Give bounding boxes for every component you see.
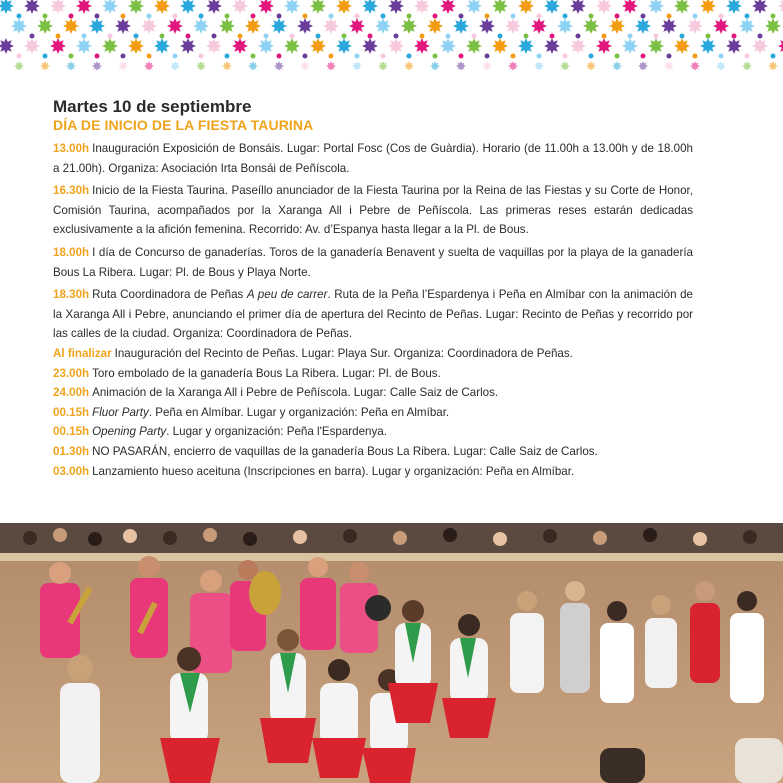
mosaic-star <box>118 61 128 71</box>
mosaic-star <box>24 38 40 54</box>
mosaic-star <box>180 0 196 14</box>
event-description: Ruta Coordinadora de Peñas <box>92 288 247 302</box>
mosaic-star <box>336 38 352 54</box>
mosaic-star <box>297 18 313 34</box>
mosaic-star <box>635 18 651 34</box>
event-item <box>53 462 693 482</box>
mosaic-star <box>752 0 768 14</box>
mosaic-dot <box>641 14 646 19</box>
event-item <box>53 403 693 423</box>
mosaic-dot <box>121 14 126 19</box>
mosaic-dot <box>212 34 217 39</box>
mosaic-star <box>716 61 726 71</box>
mosaic-dot <box>147 14 152 19</box>
mosaic-dot <box>589 54 594 59</box>
mosaic-dot <box>615 14 620 19</box>
event-description-italic: A peu de carrer <box>246 288 328 302</box>
mosaic-star <box>89 18 105 34</box>
event-description: NO PASARÁN, encierro de vaquillas de la ganadería Bous La Ribera. Lugar: Calle Saiz de Carlos. <box>92 444 598 458</box>
mosaic-star <box>144 61 154 71</box>
mosaic-dot <box>251 14 256 19</box>
mosaic-star <box>63 18 79 34</box>
event-time: 16.30h <box>53 184 90 198</box>
mosaic-star <box>128 0 144 14</box>
event-description: . Ruta de la Peña l’Espardenya i Peña en Almíbar con la animación de la Xaranga All i Pebre, anunciando el primer día de apertura del Recinto de Peñas. Lugar: Recinto de Peñas y recorrido por las calles de la ciudad. Organiza: Coordinadora de Peñas. <box>53 288 693 341</box>
mosaic-dot <box>225 14 230 19</box>
event-item <box>53 364 693 384</box>
mosaic-dot <box>173 14 178 19</box>
mosaic-dot <box>355 54 360 59</box>
mosaic-star <box>102 0 118 14</box>
mosaic-star <box>170 61 180 71</box>
event-description: Inauguración del Recinto de Peñas. Lugar: Playa Sur. Organiza: Coordinadora de Peñas. <box>114 346 573 360</box>
mosaic-star <box>193 18 209 34</box>
event-time: Al finalizar <box>53 346 112 360</box>
mosaic-star <box>323 18 339 34</box>
mosaic-dot <box>225 54 230 59</box>
mosaic-dot <box>303 54 308 59</box>
mosaic-dot <box>472 34 477 39</box>
mosaic-dot <box>381 54 386 59</box>
mosaic-dot <box>82 34 87 39</box>
event-description-italic: Opening Party <box>92 425 167 439</box>
crowd-illustration <box>0 523 783 783</box>
mosaic-dot <box>667 14 672 19</box>
mosaic-star <box>274 61 284 71</box>
event-time: 13.00h <box>53 142 90 155</box>
mosaic-dot <box>719 54 724 59</box>
mosaic-star <box>674 38 690 54</box>
mosaic-star <box>258 38 274 54</box>
event-item <box>53 181 693 240</box>
mosaic-dot <box>69 54 74 59</box>
mosaic-dot <box>693 14 698 19</box>
mosaic-star <box>453 18 469 34</box>
mosaic-star <box>648 0 664 14</box>
mosaic-dot <box>628 34 633 39</box>
mosaic-star <box>362 38 378 54</box>
mosaic-star <box>167 18 183 34</box>
mosaic-dot <box>485 54 490 59</box>
mosaic-star <box>388 38 404 54</box>
mosaic-star <box>141 18 157 34</box>
mosaic-star <box>440 0 456 14</box>
mosaic-dot <box>771 14 776 19</box>
event-description-italic: Fluor Party <box>92 405 149 419</box>
mosaic-star <box>206 38 222 54</box>
mosaic-dot <box>329 54 334 59</box>
mosaic-star <box>544 38 560 54</box>
event-time: 24.00h <box>53 386 90 400</box>
schedule-content <box>53 97 693 481</box>
mosaic-star <box>456 61 466 71</box>
mosaic-dot <box>108 34 113 39</box>
mosaic-star <box>765 18 781 34</box>
mosaic-dot <box>719 14 724 19</box>
mosaic-dot <box>303 14 308 19</box>
mosaic-star <box>479 18 495 34</box>
mosaic-star <box>466 38 482 54</box>
mosaic-star <box>596 38 612 54</box>
mosaic-dot <box>121 54 126 59</box>
mosaic-star <box>154 0 170 14</box>
event-item <box>53 243 693 282</box>
mosaic-star <box>414 0 430 14</box>
mosaic-dot <box>446 34 451 39</box>
mosaic-dot <box>420 34 425 39</box>
mosaic-star <box>583 18 599 34</box>
mosaic-dot <box>342 34 347 39</box>
mosaic-star <box>570 38 586 54</box>
mosaic-dot <box>199 14 204 19</box>
mosaic-dot <box>368 34 373 39</box>
mosaic-star <box>518 38 534 54</box>
mosaic-dot <box>732 34 737 39</box>
mosaic-star <box>76 0 92 14</box>
mosaic-dot <box>667 54 672 59</box>
mosaic-dot <box>511 54 516 59</box>
mosaic-star <box>24 0 40 14</box>
mosaic-star <box>482 61 492 71</box>
mosaic-star <box>245 18 261 34</box>
mosaic-star <box>401 18 417 34</box>
mosaic-dot <box>407 54 412 59</box>
mosaic-star <box>378 61 388 71</box>
mosaic-star <box>586 61 596 71</box>
event-item <box>53 285 693 344</box>
mosaic-star <box>466 0 482 14</box>
mosaic-dot <box>43 54 48 59</box>
mosaic-dot <box>745 14 750 19</box>
mosaic-star <box>505 18 521 34</box>
mosaic-star <box>492 0 508 14</box>
mosaic-star <box>638 61 648 71</box>
mosaic-star <box>352 61 362 71</box>
mosaic-star <box>349 18 365 34</box>
mosaic-star <box>726 0 742 14</box>
mosaic-dot <box>147 54 152 59</box>
mosaic-star <box>700 0 716 14</box>
mosaic-star <box>752 38 768 54</box>
mosaic-star <box>40 61 50 71</box>
event-time: 00.15h <box>53 405 90 419</box>
mosaic-star <box>664 61 674 71</box>
mosaic-star <box>326 61 336 71</box>
mosaic-dot <box>30 34 35 39</box>
mosaic-star <box>248 61 258 71</box>
mosaic-dot <box>771 54 776 59</box>
mosaic-star <box>596 0 612 14</box>
mosaic-star <box>560 61 570 71</box>
mosaic-star <box>492 38 508 54</box>
mosaic-star <box>430 61 440 71</box>
mosaic-star <box>14 61 24 71</box>
mosaic-dot <box>43 14 48 19</box>
mosaic-dot <box>394 34 399 39</box>
mosaic-star <box>206 0 222 14</box>
mosaic-star <box>362 0 378 14</box>
mosaic-star <box>622 0 638 14</box>
mosaic-star <box>222 61 232 71</box>
mosaic-dot <box>563 14 568 19</box>
mosaic-dot <box>186 34 191 39</box>
mosaic-star <box>622 38 638 54</box>
mosaic-dot <box>17 54 22 59</box>
mosaic-star <box>700 38 716 54</box>
mosaic-dot <box>290 34 295 39</box>
mosaic-dot <box>95 54 100 59</box>
mosaic-star <box>404 61 414 71</box>
mosaic-dot <box>433 54 438 59</box>
mosaic-dot <box>524 34 529 39</box>
mosaic-dot <box>511 14 516 19</box>
tile-pattern <box>0 0 783 84</box>
mosaic-dot <box>680 34 685 39</box>
mosaic-star <box>310 0 326 14</box>
mosaic-star <box>300 61 310 71</box>
mosaic-dot <box>563 54 568 59</box>
mosaic-star <box>271 18 287 34</box>
event-item <box>53 442 693 462</box>
event-time: 00.15h <box>53 425 90 439</box>
mosaic-dot <box>160 34 165 39</box>
mosaic-dot <box>602 34 607 39</box>
mosaic-star <box>612 61 622 71</box>
barrier <box>0 553 783 561</box>
mosaic-star <box>0 38 14 54</box>
mosaic-dot <box>95 14 100 19</box>
mosaic-star <box>375 18 391 34</box>
mosaic-dot <box>329 14 334 19</box>
mosaic-dot <box>277 14 282 19</box>
mosaic-star <box>11 18 27 34</box>
mosaic-star <box>92 61 102 71</box>
mosaic-star <box>440 38 456 54</box>
event-time: 23.00h <box>53 366 90 380</box>
event-item <box>53 344 693 364</box>
event-description: . Peña en Almíbar. Lugar y organización: Peña en Almíbar. <box>148 405 450 419</box>
mosaic-dot <box>199 54 204 59</box>
mosaic-star <box>726 38 742 54</box>
mosaic-star <box>284 0 300 14</box>
mosaic-dot <box>693 54 698 59</box>
mosaic-star <box>768 61 778 71</box>
mosaic-dot <box>706 34 711 39</box>
page-title: DÍA DE INICIO DE LA FIESTA TAURINA <box>53 117 314 133</box>
mosaic-star <box>414 38 430 54</box>
event-item <box>53 383 693 403</box>
mosaic-star <box>336 0 352 14</box>
mosaic-star <box>609 18 625 34</box>
event-time: 18.00h <box>53 245 90 259</box>
mosaic-pattern-banner <box>0 0 783 84</box>
mosaic-star <box>570 0 586 14</box>
event-time: 01.30h <box>53 444 90 458</box>
mosaic-dot <box>173 54 178 59</box>
mosaic-dot <box>485 14 490 19</box>
mosaic-star <box>534 61 544 71</box>
mosaic-star <box>531 18 547 34</box>
mosaic-dot <box>433 14 438 19</box>
mosaic-star <box>674 0 690 14</box>
mosaic-star <box>196 61 206 71</box>
mosaic-star <box>713 18 729 34</box>
mosaic-star <box>66 61 76 71</box>
mosaic-dot <box>238 34 243 39</box>
mosaic-star <box>50 0 66 14</box>
mosaic-dot <box>758 34 763 39</box>
page-date: Martes 10 de septiembre <box>53 97 252 116</box>
mosaic-dot <box>381 14 386 19</box>
mosaic-star <box>310 38 326 54</box>
mosaic-dot <box>134 34 139 39</box>
mosaic-dot <box>498 34 503 39</box>
mosaic-dot <box>277 54 282 59</box>
mosaic-dot <box>17 14 22 19</box>
mosaic-star <box>258 0 274 14</box>
mosaic-star <box>232 0 248 14</box>
mosaic-dot <box>56 34 61 39</box>
event-description: Toro embolado de la ganadería Bous La Ribera. Lugar: Pl. de Bous. <box>92 366 441 380</box>
event-item <box>53 422 693 442</box>
mosaic-dot <box>355 14 360 19</box>
mosaic-star <box>154 38 170 54</box>
mosaic-star <box>284 38 300 54</box>
mosaic-dot <box>576 34 581 39</box>
event-description: Inauguración Exposición de Bonsáis. Lugar: Portal Fosc (Cos de Guàrdia). Horario (de 11.00h a 13.00h y de 18.00h a 21.00h). Organiza: Asociación Irta Bonsái de Peñíscola. <box>53 142 693 175</box>
mosaic-star <box>219 18 235 34</box>
mosaic-dot <box>641 54 646 59</box>
mosaic-star <box>50 38 66 54</box>
event-time: 03.00h <box>53 464 90 478</box>
mosaic-dot <box>537 14 542 19</box>
mosaic-dot <box>459 14 464 19</box>
mosaic-dot <box>745 54 750 59</box>
mosaic-star <box>180 38 196 54</box>
mosaic-dot <box>589 14 594 19</box>
mosaic-star <box>427 18 443 34</box>
mosaic-star <box>37 18 53 34</box>
event-time: 18.30h <box>53 288 90 302</box>
mosaic-star <box>690 61 700 71</box>
mosaic-star <box>128 38 144 54</box>
mosaic-dot <box>316 34 321 39</box>
mosaic-dot <box>264 34 269 39</box>
event-description: Lanzamiento hueso aceituna (Inscripciones en barra). Lugar y organización: Peña en Almíbar. <box>92 464 575 478</box>
event-description: Animación de la Xaranga All i Pebre de Peñíscola. Lugar: Calle Saiz de Carlos. <box>92 386 499 400</box>
mosaic-star <box>648 38 664 54</box>
mosaic-dot <box>654 34 659 39</box>
mosaic-dot <box>251 54 256 59</box>
mosaic-star <box>388 0 404 14</box>
mosaic-star <box>778 38 783 54</box>
event-item <box>53 139 693 178</box>
mosaic-dot <box>69 14 74 19</box>
mosaic-star <box>115 18 131 34</box>
event-description: I día de Concurso de ganaderías. Toros de la ganadería Benavent y suelta de vaquillas por la playa de la ganadería Bous La Ribera. Lugar: Pl. de Bous y Playa Norte. <box>53 245 693 279</box>
mosaic-star <box>102 38 118 54</box>
mosaic-dot <box>407 14 412 19</box>
mosaic-star <box>687 18 703 34</box>
mosaic-star <box>739 18 755 34</box>
mosaic-star <box>661 18 677 34</box>
mosaic-dot <box>615 54 620 59</box>
mosaic-star <box>778 0 783 14</box>
mosaic-star <box>508 61 518 71</box>
mosaic-star <box>76 38 92 54</box>
mosaic-star <box>0 0 14 14</box>
mosaic-dot <box>459 54 464 59</box>
mosaic-star <box>518 0 534 14</box>
event-description: . Lugar y organización: Peña l'Espardenya. <box>166 425 387 439</box>
mosaic-star <box>544 0 560 14</box>
mosaic-dot <box>550 34 555 39</box>
mosaic-dot <box>537 54 542 59</box>
event-description: Inicio de la Fiesta Taurina. Paseíllo anunciador de la Fiesta Taurina por la Reina de las Fiestas y su Corte de Honor, Comisión Taurina, acompañados por la Xaranga All i Pebre de Peñíscola. Las primeras reses estarán dedicadas exclusivamente a la afición femenina. Recorrido: Av. d’Espanya hasta llegar a la Pl. de Bous. <box>53 184 693 237</box>
mosaic-star <box>557 18 573 34</box>
mosaic-star <box>232 38 248 54</box>
festival-crowd-photo <box>0 523 783 783</box>
mosaic-star <box>742 61 752 71</box>
